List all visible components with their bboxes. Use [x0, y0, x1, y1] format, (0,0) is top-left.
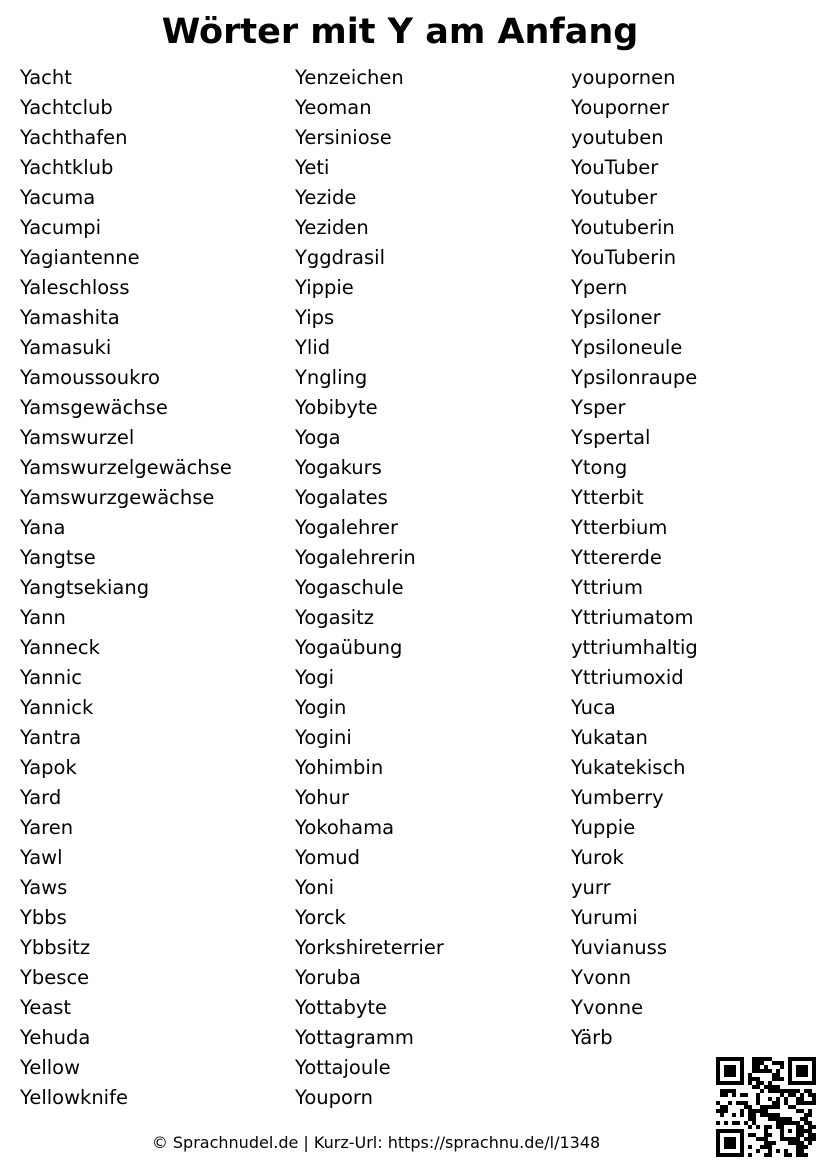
- word-item: Yuca: [571, 696, 616, 719]
- word-item: Yogalehrerin: [295, 546, 416, 569]
- word-item: Ypern: [571, 276, 628, 299]
- word-item: Yachtclub: [20, 96, 113, 119]
- word-item: Yacuma: [20, 186, 96, 209]
- word-item: Yogin: [295, 696, 347, 719]
- word-item: Yogini: [295, 726, 352, 749]
- word-item: Yamswurzgewächse: [20, 486, 215, 509]
- word-item: Yorck: [295, 906, 346, 929]
- word-item: Ytterbium: [571, 516, 668, 539]
- word-item: Yogaübung: [295, 636, 403, 659]
- word-item: Yoruba: [295, 966, 361, 989]
- word-column-2: [295, 63, 444, 1113]
- word-column-1: [20, 63, 232, 1113]
- word-item: Yangtse: [20, 546, 96, 569]
- word-item: Yamswurzelgewächse: [20, 456, 232, 479]
- word-item: Ybbsitz: [20, 936, 91, 959]
- word-item: Yellow: [20, 1056, 81, 1079]
- word-item: Ytong: [571, 456, 628, 479]
- word-item: Ylid: [295, 336, 331, 359]
- word-item: Yana: [20, 516, 66, 539]
- word-item: Yeziden: [295, 216, 369, 239]
- word-item: Yangtsekiang: [20, 576, 150, 599]
- word-item: Yellowknife: [20, 1086, 128, 1109]
- word-item: Yippie: [295, 276, 354, 299]
- word-item: Yvonn: [571, 966, 632, 989]
- word-item: Yips: [295, 306, 335, 329]
- word-item: Yannic: [20, 666, 83, 689]
- footer-credit: © Sprachnudel.de | Kurz-Url: https://sprachnu.de/l/1348: [151, 1133, 601, 1152]
- word-item: Yärb: [571, 1026, 613, 1049]
- word-item: Yamashita: [20, 306, 120, 329]
- word-item: Youporner: [571, 96, 669, 119]
- word-item: Yogi: [295, 666, 335, 689]
- word-item: Yamsgewächse: [20, 396, 168, 419]
- word-item: Yottabyte: [295, 996, 388, 1019]
- word-item: Yobibyte: [295, 396, 378, 419]
- word-column-3: [571, 63, 698, 1053]
- word-item: Ypsiloner: [571, 306, 661, 329]
- word-item: Yukatekisch: [571, 756, 686, 779]
- word-item: Yurumi: [571, 906, 638, 929]
- word-item: Yachtklub: [20, 156, 114, 179]
- word-item: Yttriumatom: [571, 606, 694, 629]
- word-item: yurr: [571, 876, 611, 899]
- word-item: Youtuber: [571, 186, 658, 209]
- word-item: Yumberry: [571, 786, 664, 809]
- word-item: Yawl: [20, 846, 63, 869]
- word-item: Yukatan: [571, 726, 648, 749]
- word-item: Yomud: [295, 846, 360, 869]
- word-item: Yeast: [20, 996, 72, 1019]
- word-item: Yagiantenne: [20, 246, 140, 269]
- word-item: Ybbs: [20, 906, 67, 929]
- qr-code-icon: [716, 1057, 816, 1157]
- word-item: Yottagramm: [295, 1026, 414, 1049]
- word-item: Yokohama: [295, 816, 395, 839]
- word-item: Yoga: [295, 426, 341, 449]
- word-item: Yngling: [295, 366, 368, 389]
- word-item: Yogalehrer: [295, 516, 398, 539]
- word-item: Yaleschloss: [20, 276, 130, 299]
- word-item: Yohimbin: [295, 756, 384, 779]
- word-item: Yuvianuss: [571, 936, 667, 959]
- word-item: Yamoussoukro: [20, 366, 160, 389]
- word-item: Ytterbit: [571, 486, 644, 509]
- word-item: Ypsilonraupe: [571, 366, 698, 389]
- word-item: Yenzeichen: [295, 66, 404, 89]
- word-item: Yann: [20, 606, 66, 629]
- word-item: Yogalates: [295, 486, 388, 509]
- word-item: youpornen: [571, 66, 676, 89]
- word-item: Yehuda: [20, 1026, 91, 1049]
- word-item: Ysper: [571, 396, 626, 419]
- word-item: Yachthafen: [20, 126, 128, 149]
- word-item: Yoni: [295, 876, 335, 899]
- word-item: Yurok: [571, 846, 624, 869]
- page-title: Wörter mit Y am Anfang: [161, 12, 639, 52]
- word-item: Yvonne: [571, 996, 644, 1019]
- word-item: YouTuberin: [571, 246, 677, 269]
- word-item: YouTuber: [571, 156, 659, 179]
- word-item: Yaren: [20, 816, 74, 839]
- word-item: Yantra: [20, 726, 82, 749]
- word-item: Yohur: [295, 786, 349, 809]
- word-item: Yersiniose: [295, 126, 392, 149]
- word-item: Yttriumoxid: [571, 666, 684, 689]
- word-item: Yamswurzel: [20, 426, 135, 449]
- word-item: Yggdrasil: [295, 246, 386, 269]
- word-item: Yard: [20, 786, 62, 809]
- word-item: Yanneck: [20, 636, 100, 659]
- word-item: Yttrium: [571, 576, 643, 599]
- word-item: Youtuberin: [571, 216, 675, 239]
- word-item: Yogasitz: [295, 606, 375, 629]
- word-item: Ypsiloneule: [571, 336, 683, 359]
- word-item: Yogaschule: [295, 576, 404, 599]
- word-item: Yacumpi: [20, 216, 102, 239]
- word-item: Yuppie: [571, 816, 636, 839]
- word-item: Yaws: [20, 876, 68, 899]
- word-item: Yottajoule: [295, 1056, 391, 1079]
- word-item: Yeoman: [295, 96, 372, 119]
- word-item: yttriumhaltig: [571, 636, 698, 659]
- word-item: youtuben: [571, 126, 664, 149]
- word-item: Yogakurs: [295, 456, 382, 479]
- word-item: Yspertal: [571, 426, 651, 449]
- word-item: Youporn: [295, 1086, 373, 1109]
- word-item: Yttererde: [571, 546, 662, 569]
- word-item: Yamasuki: [20, 336, 112, 359]
- word-item: Yorkshireterrier: [295, 936, 444, 959]
- word-item: Yezide: [295, 186, 357, 209]
- word-item: Ybesce: [20, 966, 90, 989]
- word-item: Yeti: [295, 156, 330, 179]
- word-item: Yapok: [20, 756, 77, 779]
- word-item: Yacht: [20, 66, 72, 89]
- word-item: Yannick: [20, 696, 94, 719]
